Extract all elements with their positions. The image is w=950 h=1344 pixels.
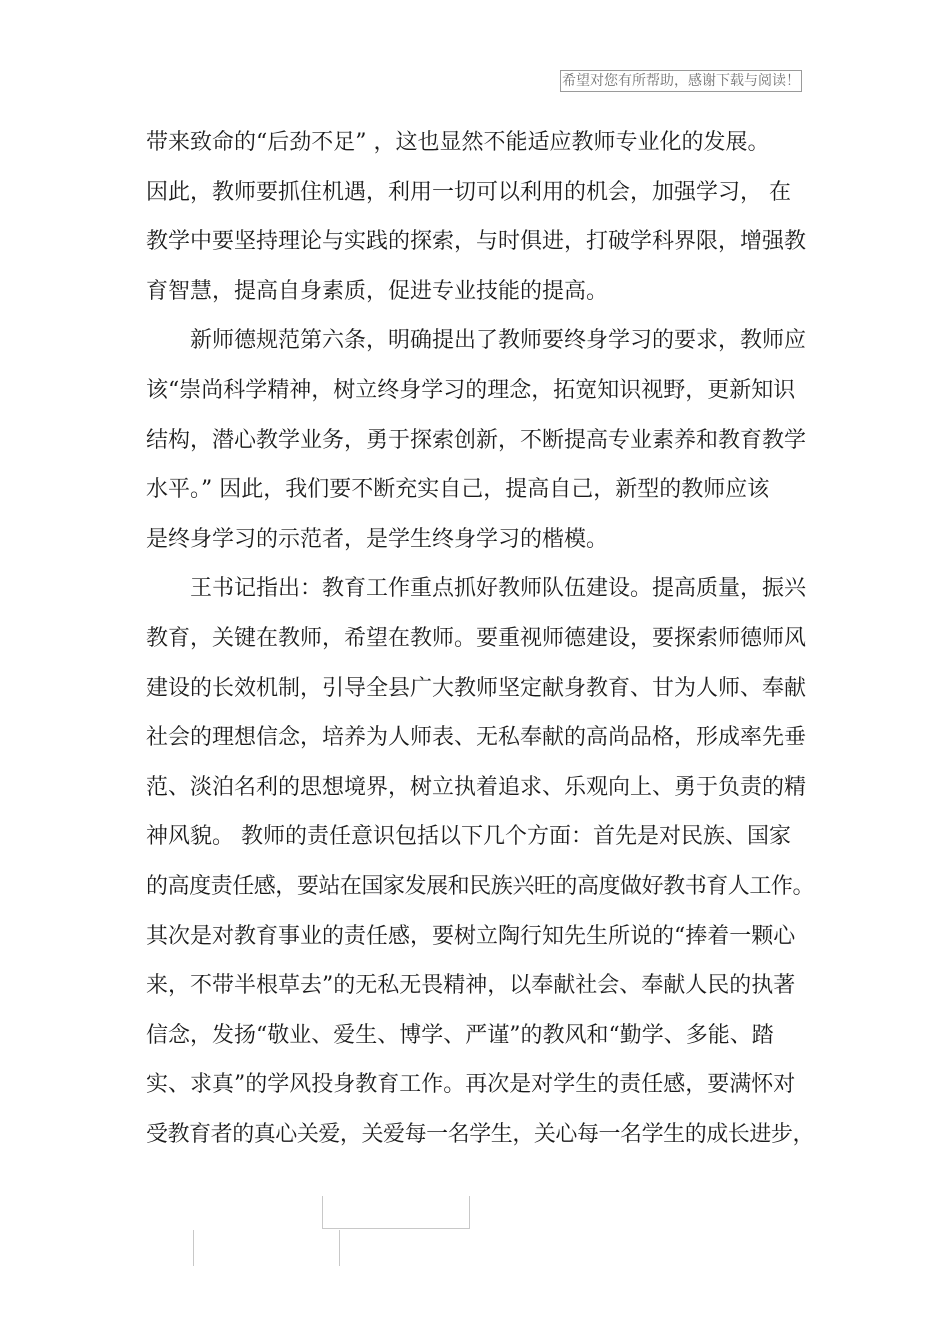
text-line: 实、求真”的学风投身教育工作。再次是对学生的责任感，要满怀对 — [146, 1072, 796, 1098]
footer-frame-line-left — [193, 1230, 194, 1266]
text-line: 其次是对教育事业的责任感，要树立陶行知先生所说的“捧着一颗心 — [146, 923, 796, 949]
text-line: 神风貌。 教师的责任意识包括以下几个方面：首先是对民族、国家 — [146, 824, 791, 850]
text-line: 该“崇尚科学精神，树立终身学习的理念，拓宽知识视野，更新知识 — [146, 377, 796, 403]
text-line: 水平。” 因此，我们要不断充实自己，提高自己，新型的教师应该 — [146, 477, 770, 503]
paragraph-start-line: 新师德规范第六条，明确提出了教师要终身学习的要求，教师应 — [190, 328, 807, 354]
text-line: 的高度责任感，要站在国家发展和民族兴旺的高度做好教书育人工作。 — [146, 873, 814, 899]
text-line: 来，不带半根草去”的无私无畏精神，以奉献社会、奉献人民的执著 — [146, 973, 796, 999]
text-line: 信念，发扬“敬业、爱生、博学、严谨”的教风和“勤学、多能、踏 — [146, 1022, 774, 1048]
text-line: 因此，教师要抓住机遇，利用一切可以利用的机会，加强学习， 在 — [146, 179, 791, 205]
text-line: 社会的理想信念，培养为人师表、无私奉献的高尚品格，形成率先垂 — [146, 725, 807, 751]
text-line: 教学中要坚持理论与实践的探索，与时俱进，打破学科界限，增强教 — [146, 229, 807, 255]
footer-frame-box — [322, 1196, 470, 1229]
text-line: 教育，关键在教师，希望在教师。要重视师德建设，要探索师德师风 — [146, 625, 807, 651]
document-body — [146, 118, 814, 1159]
download-watermark: 希望对您有所帮助，感谢下载与阅读！ — [560, 70, 802, 92]
text-line: 是终身学习的示范者，是学生终身学习的楷模。 — [146, 526, 609, 552]
text-line: 受教育者的真心关爱，关爱每一名学生，关心每一名学生的成长进步， — [146, 1121, 814, 1147]
text-line: 范、淡泊名利的思想境界，树立执着追求、乐观向上、勇于负责的精 — [146, 774, 807, 800]
text-line: 结构，潜心教学业务，勇于探索创新，不断提高专业素养和教育教学 — [146, 427, 807, 453]
text-line: 带来致命的“后劲不足” ，这也显然不能适应教师专业化的发展。 — [146, 130, 770, 155]
paragraph-start-line: 王书记指出：教育工作重点抓好教师队伍建设。提高质量，振兴 — [190, 576, 807, 602]
text-line: 育智慧，提高自身素质，促进专业技能的提高。 — [146, 278, 609, 304]
text-line: 建设的长效机制，引导全县广大教师坚定献身教育、甘为人师、奉献 — [146, 675, 807, 701]
footer-frame-line-right — [339, 1230, 340, 1266]
